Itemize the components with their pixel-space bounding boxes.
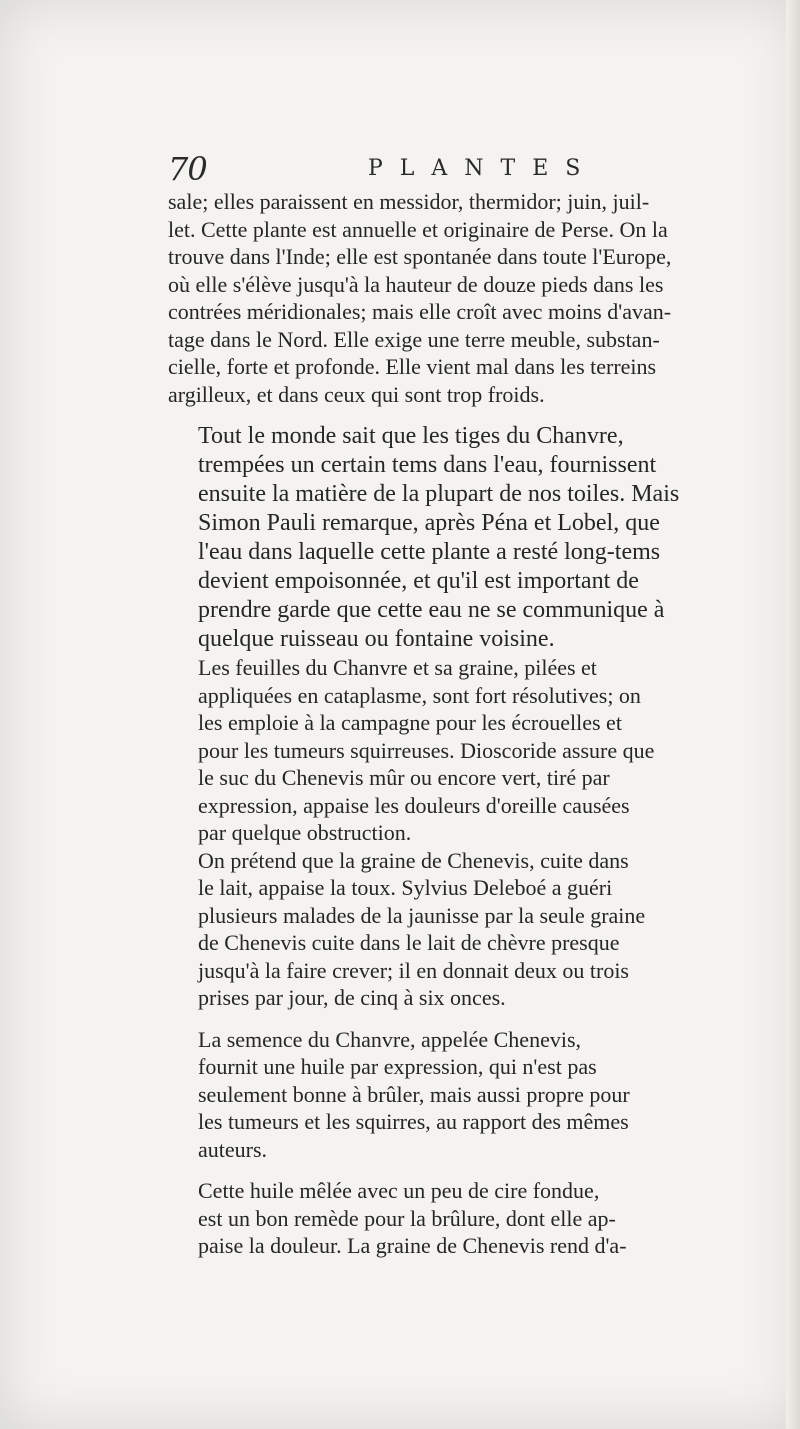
text-line: seulement bonne à brûler, mais aussi propre pour	[198, 1081, 630, 1107]
text-line: pour les tumeurs squirreuses. Dioscoride assure que	[198, 737, 655, 763]
text-line: trouve dans l'Inde; elle est spontanée dans toute l'Europe,	[168, 244, 672, 269]
text-line: appliquées en cataplasme, sont fort résolutives; on	[198, 682, 641, 708]
paragraph-1	[168, 188, 790, 408]
paragraph-4	[168, 847, 790, 1012]
text-line: quelque ruisseau ou fontaine voisine.	[198, 626, 555, 652]
text-line: Simon Pauli remarque, après Péna et Lobel, que	[198, 510, 660, 536]
text-line: cielle, forte et profonde. Elle vient mal dans les terreins	[168, 354, 657, 379]
text-line: let. Cette plante est annuelle et originaire de Perse. On la	[168, 216, 668, 242]
text-line: jusqu'à la faire crever; il en donnait deux ou trois	[198, 957, 629, 983]
text-line: argilleux, et dans ceux qui sont trop froids.	[168, 381, 545, 407]
text-line: ensuite la matière de la plupart de nos toiles. Mais	[198, 481, 680, 507]
text-line: contrées méridionales; mais elle croît avec moins d'avan-	[168, 299, 672, 324]
text-line: de Chenevis cuite dans le lait de chèvre presque	[198, 930, 620, 955]
text-line: sale; elles paraissent en messidor, thermidor; juin, juil-	[168, 189, 650, 214]
paragraph-5	[168, 1026, 790, 1164]
text-line: La semence du Chanvre, appelée Chenevis,	[198, 1026, 582, 1052]
text-line: trempées un certain tems dans l'eau, fournissent	[198, 452, 657, 478]
paragraph-2	[168, 422, 790, 654]
text-line: par quelque obstruction.	[198, 820, 412, 845]
text-line: Cette huile mêlée avec un peu de cire fondue,	[198, 1178, 600, 1203]
text-line: l'eau dans laquelle cette plante a resté long-tems	[198, 539, 661, 565]
text-line: prises par jour, de cinq à six onces.	[198, 985, 506, 1010]
text-line: prendre garde que cette eau ne se communique à	[198, 597, 665, 623]
text-line: tage dans le Nord. Elle exige une terre meuble, substan-	[168, 326, 660, 352]
text-line: le suc du Chenevis mûr ou encore vert, tiré par	[198, 765, 610, 790]
body-text	[168, 188, 790, 1260]
paragraph-6	[168, 1177, 790, 1260]
text-line: On prétend que la graine de Chenevis, cuite dans	[198, 847, 629, 873]
text-line: où elle s'élève jusqu'à la hauteur de douze pieds dans les	[168, 271, 664, 297]
text-line: paise la douleur. La graine de Chenevis rend d'a-	[198, 1233, 627, 1258]
text-line: auteurs.	[198, 1136, 268, 1162]
text-line: les tumeurs et les squirres, au rapport des mêmes	[198, 1109, 629, 1134]
text-line: fournit une huile par expression, qui n'est pas	[198, 1054, 597, 1079]
text-line: plusieurs malades de la jaunisse par la seule graine	[198, 902, 646, 928]
running-head: PLANTES	[368, 156, 598, 181]
paragraph-3	[168, 654, 790, 847]
text-line: Les feuilles du Chanvre et sa graine, pilées et	[198, 655, 597, 680]
page-header	[168, 150, 768, 190]
text-line: expression, appaise les douleurs d'oreille causées	[198, 792, 630, 818]
text-line: le lait, appaise la toux. Sylvius Deleboé a guéri	[198, 875, 613, 900]
text-line: devient empoisonnée, et qu'il est important de	[198, 568, 639, 594]
text-line: Tout le monde sait que les tiges du Chanvre,	[198, 423, 624, 449]
text-line: est un bon remède pour la brûlure, dont elle ap-	[198, 1205, 616, 1231]
page-number: 70	[168, 150, 207, 188]
text-line: les emploie à la campagne pour les écrouelles et	[198, 710, 622, 735]
